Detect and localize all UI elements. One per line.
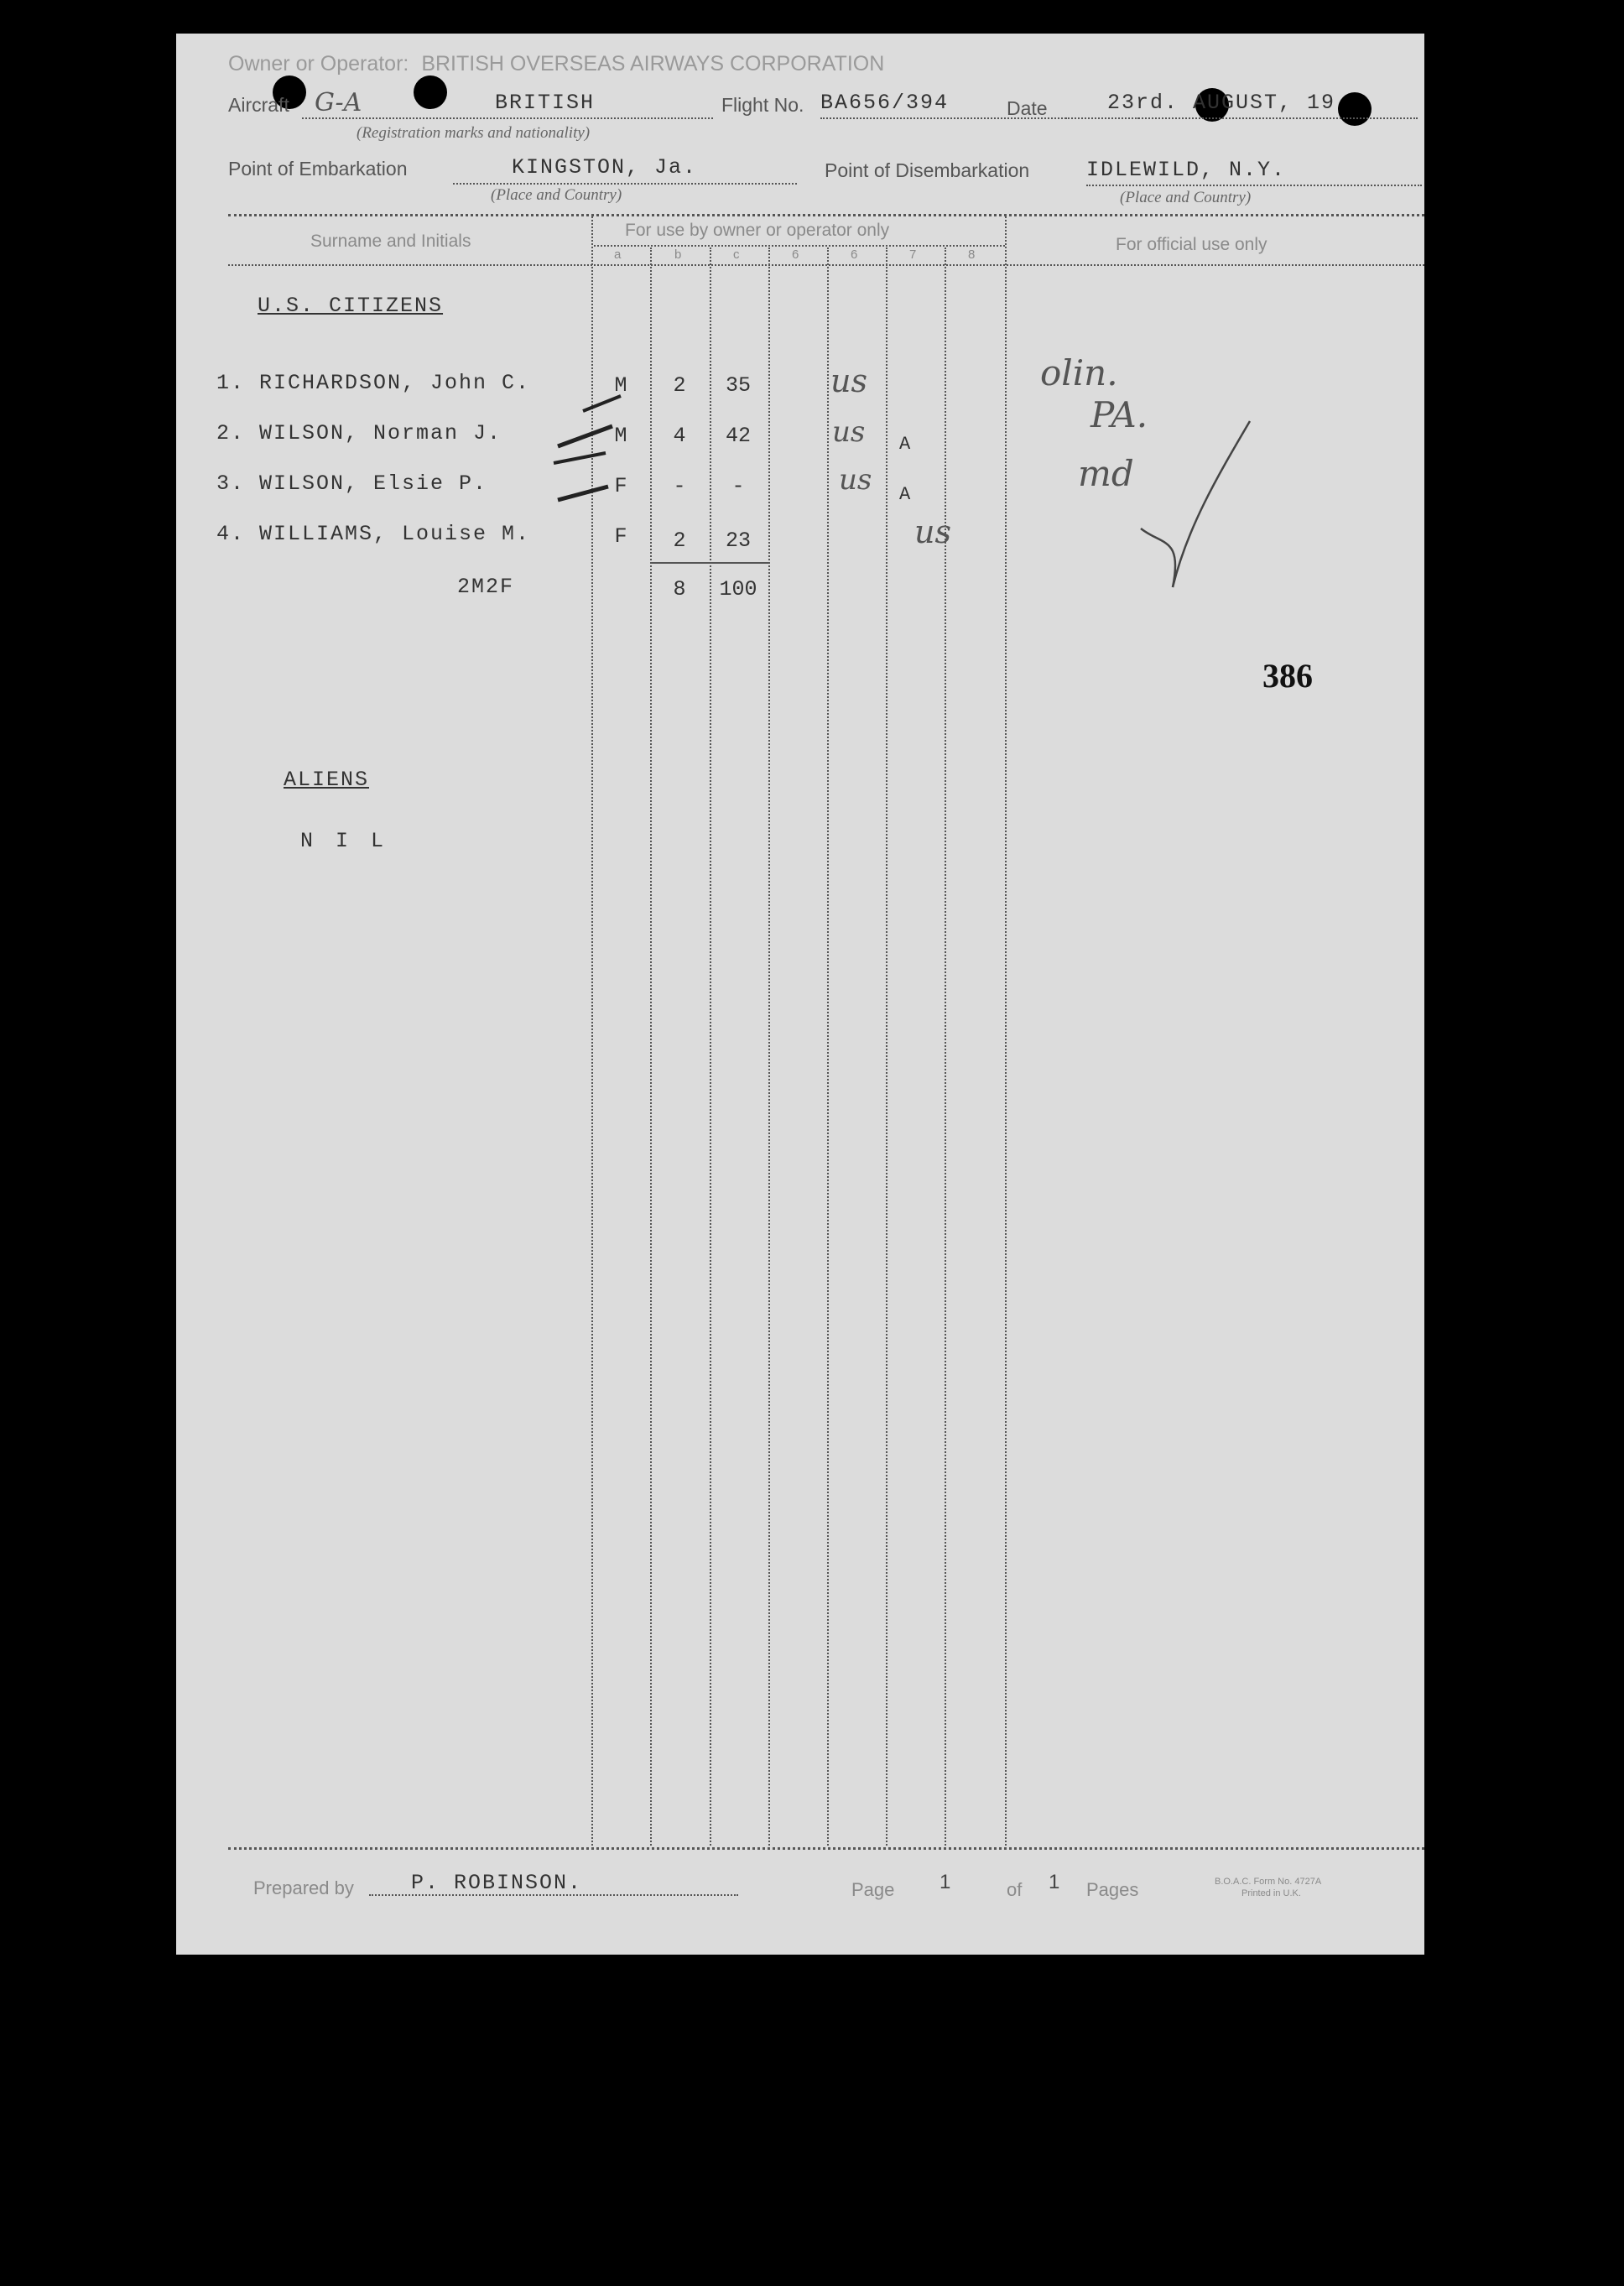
passenger-stamp-2: us (832, 415, 866, 449)
date-label: Date (1007, 97, 1048, 119)
disembarkation-note: (Place and Country) (1120, 189, 1252, 206)
page-value: 1 (940, 1871, 951, 1893)
col-owner-use-header: For use by owner or operator only (625, 221, 890, 240)
passenger-stamp-3: us (839, 463, 872, 497)
aliens-value: N I L (300, 829, 389, 853)
aircraft-note: (Registration marks and nationality) (357, 124, 591, 142)
passenger-mark-2: A (899, 434, 913, 455)
passenger-sex-4: F (614, 524, 627, 549)
totals-label: 2M2F (457, 575, 515, 599)
strike-mark-3 (554, 453, 606, 463)
passenger-stamp-1: us (830, 362, 867, 399)
subcol-7: 7 (909, 247, 917, 262)
subcol-8: 8 (968, 247, 976, 262)
handwriting-strokes (176, 34, 1424, 1955)
col-surname-header: Surname and Initials (310, 232, 471, 251)
disembarkation-label: Point of Disembarkation (825, 159, 1030, 181)
subcol-6a: 6 (792, 247, 799, 262)
embarkation-note: (Place and Country) (491, 186, 622, 204)
passenger-b-1: 2 (673, 373, 686, 398)
subcol-c: c (733, 247, 740, 262)
passenger-c-4: 23 (725, 529, 751, 553)
totals-c: 100 (719, 577, 757, 601)
aliens-heading: ALIENS (284, 768, 370, 792)
passenger-sex-1: M (614, 373, 627, 398)
owner-label: Owner or Operator: (228, 52, 409, 76)
page-stamp: 386 (1262, 657, 1313, 695)
col-official-header: For official use only (1116, 235, 1267, 254)
passenger-name-3: 3. WILSON, Elsie P. (216, 471, 488, 496)
flight-value: BA656/394 (820, 91, 950, 115)
aircraft-label: Aircraft (228, 94, 289, 116)
passenger-c-1: 35 (725, 373, 751, 398)
owner-value: BRITISH OVERSEAS AIRWAYS CORPORATION (421, 52, 885, 76)
form-number: B.O.A.C. Form No. 4727A (1215, 1877, 1322, 1887)
strike-mark-1 (583, 396, 621, 411)
passenger-sex-2: M (614, 424, 627, 448)
official-note-2: PA. (1090, 394, 1148, 435)
check-mark (1173, 421, 1250, 587)
passenger-mark-3: A (899, 484, 913, 505)
embarkation-value: KINGSTON, Ja. (512, 155, 698, 180)
prepared-value: P. ROBINSON. (411, 1871, 583, 1895)
totals-b: 8 (673, 577, 686, 601)
passenger-name-1: 1. RICHARDSON, John C. (216, 371, 531, 395)
passenger-b-4: 2 (673, 529, 686, 553)
flight-label: Flight No. (721, 94, 804, 116)
subcol-b: b (674, 247, 682, 262)
embarkation-label: Point of Embarkation (228, 158, 408, 180)
subcol-a: a (614, 247, 622, 262)
prepared-label: Prepared by (253, 1877, 354, 1898)
subcol-6b: 6 (851, 247, 858, 262)
official-note-3: md (1078, 453, 1134, 494)
official-note-1: olin. (1040, 352, 1118, 393)
passenger-b-3: - (673, 474, 686, 498)
disembarkation-value: IDLEWILD, N.Y. (1086, 158, 1287, 182)
form-printed: Printed in U.K. (1241, 1888, 1301, 1898)
aircraft-value: G-A (315, 88, 362, 117)
strike-mark-4 (558, 487, 608, 500)
page-label: Page (851, 1879, 895, 1900)
passenger-c-3: - (731, 474, 745, 498)
strike-mark-2 (558, 426, 612, 446)
passenger-c-2: 42 (725, 424, 751, 448)
date-value: 23rd. AUGUST, 19 (1107, 91, 1336, 115)
aircraft-nationality: BRITISH (495, 91, 596, 115)
us-citizens-heading: U.S. CITIZENS (258, 294, 444, 318)
passenger-stamp-4: us (914, 513, 951, 550)
of-label: of (1007, 1879, 1023, 1900)
passenger-b-2: 4 (673, 424, 686, 448)
manifest-sheet (176, 34, 1424, 1955)
passenger-name-2: 2. WILSON, Norman J. (216, 421, 502, 445)
passenger-sex-3: F (614, 474, 627, 498)
passenger-name-4: 4. WILLIAMS, Louise M. (216, 522, 531, 546)
of-value: 1 (1049, 1871, 1060, 1893)
pages-label: Pages (1086, 1879, 1139, 1900)
